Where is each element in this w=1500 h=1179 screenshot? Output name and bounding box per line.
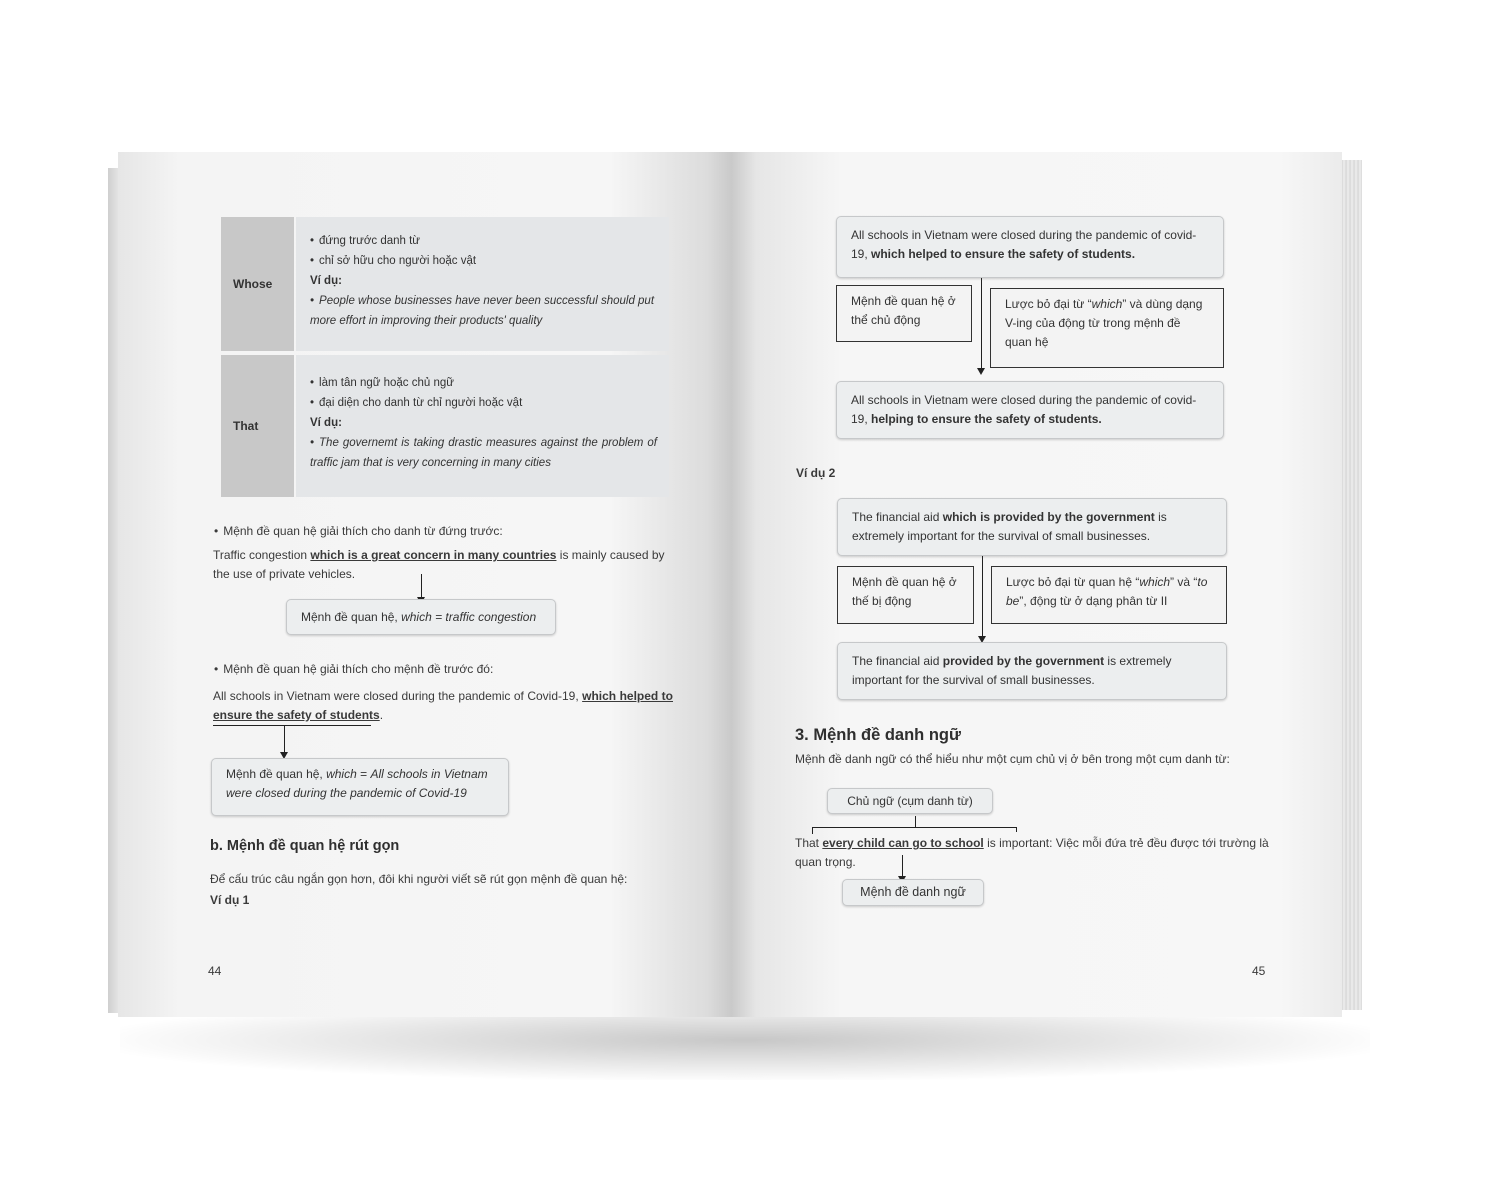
- table-label-that: [221, 355, 294, 497]
- box-text-italic: which: [1139, 575, 1171, 589]
- page-number-right: 45: [1252, 964, 1266, 978]
- sentence-text: .: [379, 708, 384, 722]
- box-text-bold: provided by the government: [942, 654, 1105, 668]
- box-ex1-original: [836, 216, 1224, 278]
- sentence-text: That: [795, 836, 823, 850]
- table-label-whose: [221, 217, 294, 351]
- sentence-underlined: which is a great concern in many countries: [310, 548, 557, 562]
- box-text: ” và dùng dạng V-ing của động từ trong mệnh đề quan hệ: [1005, 297, 1203, 349]
- table-bullet: • đại diện cho danh từ chỉ người hoặc vật: [310, 393, 657, 413]
- bullet-clause-explanation: • Mệnh đề quan hệ giải thích cho mệnh đề trước đó:: [214, 660, 674, 679]
- connector-line: [982, 556, 983, 638]
- right-page: [732, 152, 1342, 1017]
- arrow-down-icon: [977, 368, 985, 375]
- table-example-label: Ví dụ:: [310, 275, 342, 287]
- box-text: The financial aid: [852, 510, 943, 524]
- box-text-bold: which is provided by the government: [942, 510, 1155, 524]
- box-text: Lược bỏ đại từ “: [1005, 297, 1092, 311]
- bracket-line: [812, 827, 1017, 828]
- table-bullet: • làm tân ngữ hoặc chủ ngữ: [310, 373, 657, 393]
- heading-noun-clause: 3. Mệnh đề danh ngữ: [795, 726, 961, 744]
- sentence-text: Traffic congestion: [213, 548, 311, 562]
- box-which-traffic: [286, 599, 556, 635]
- connector-line: [915, 816, 916, 827]
- example-1-label: Ví dụ 1: [210, 893, 250, 907]
- sentence-text: All schools in Vietnam were closed during the pandemic of Covid-19,: [213, 689, 583, 703]
- table-example: • People whose businesses have never been successful should put more effort in improving their products' quality: [310, 291, 657, 331]
- box-text: All schools in Vietnam were closed during the pandemic of covid-19,: [851, 228, 1197, 261]
- connector-line: [421, 574, 422, 598]
- example-2-label: Ví dụ 2: [796, 466, 836, 480]
- paragraph-reduced-clause: Để cấu trúc câu ngắn gọn hơn, đôi khi người viết sẽ rút gọn mệnh đề quan hệ:: [210, 872, 628, 886]
- table-label-text: That: [233, 419, 259, 433]
- box-text: is extremely important for the survival of small businesses.: [852, 654, 1172, 687]
- bullet-noun-explanation: • Mệnh đề quan hệ giải thích cho danh từ đứng trước:: [214, 522, 674, 541]
- connector-line: [902, 855, 903, 877]
- box-text: Lược bỏ đại từ quan hệ “: [1006, 575, 1140, 589]
- box-ex1-reduced: [836, 381, 1224, 439]
- connector-line: [981, 278, 982, 370]
- page-number-left: 44: [208, 964, 222, 978]
- bracket-tick: [1016, 827, 1017, 832]
- box-which-schools: [211, 758, 509, 816]
- table-cell-whose: [296, 217, 669, 351]
- box-text: is extremely important for the survival of small businesses.: [852, 510, 1167, 543]
- box-text-bold: which helped to ensure the safety of students.: [871, 247, 1136, 261]
- sentence-text: is mainly caused by the use of private vehicles.: [213, 548, 665, 581]
- sentence-schools: [213, 687, 673, 725]
- bracket-tick: [812, 827, 813, 834]
- box-text-italic: which: [326, 767, 357, 781]
- paragraph-noun-clause: Mệnh đề danh ngữ có thể hiểu như một cụm chủ vị ở bên trong một cụm danh từ:: [795, 752, 1230, 766]
- box-text-italic: to be: [1006, 575, 1208, 608]
- table-example-label: Ví dụ:: [310, 417, 342, 429]
- box-text: The financial aid: [852, 654, 943, 668]
- table-bullet: • đứng trước danh từ: [310, 231, 657, 251]
- box-text: =: [356, 767, 371, 781]
- box-text-italic: All schools in Vietnam were closed during the pandemic of Covid-19: [226, 767, 488, 800]
- heading-reduced-relative-clause: b. Mệnh đề quan hệ rút gọn: [210, 838, 400, 854]
- table-label-text: Whose: [233, 277, 273, 291]
- connector-line: [284, 726, 285, 754]
- box-text: Mệnh đề quan hệ,: [226, 767, 327, 781]
- box-noun-clause: Mệnh đề danh ngữ: [842, 879, 984, 906]
- box-text: All schools in Vietnam were closed during the pandemic of covid-19,: [851, 393, 1197, 426]
- box-ex2-passive-voice: Mệnh đề quan hệ ở thế bị động: [837, 566, 974, 624]
- box-text: ” và “: [1170, 575, 1198, 589]
- sentence-every-child: [795, 834, 1275, 872]
- box-text-italic: which: [1091, 297, 1123, 311]
- bracket-line: [213, 725, 371, 726]
- table-cell-that: [296, 355, 669, 497]
- box-ex1-active-voice: Mệnh đề quan hệ ở thể chủ động: [836, 285, 972, 342]
- box-ex1-reduction-rule: [990, 288, 1224, 368]
- box-text-bold: helping to ensure the safety of students.: [871, 412, 1102, 426]
- table-example: • The governemt is taking drastic measures against the problem of traffic jam that is very concerning in many cities: [310, 433, 657, 473]
- box-text-italic: which = traffic congestion: [401, 610, 537, 624]
- sentence-text: is important: Việc mỗi đứa trẻ đều được tới trường là quan trọng.: [795, 836, 1269, 869]
- left-page: [118, 152, 732, 1017]
- box-ex2-reduced: [837, 642, 1227, 700]
- table-bullet: • chỉ sở hữu cho người hoặc vật: [310, 251, 657, 271]
- box-ex2-original: [837, 498, 1227, 556]
- box-text: Mệnh đề quan hệ,: [301, 610, 402, 624]
- sentence-underlined: which helped to ensure the safety of students: [213, 689, 673, 722]
- box-text: ”, động từ ở dạng phân từ II: [1019, 594, 1168, 608]
- box-ex2-reduction-rule: [991, 566, 1227, 624]
- box-subject: Chủ ngữ (cụm danh từ): [827, 788, 993, 814]
- sentence-traffic: [213, 546, 678, 584]
- sentence-underlined: every child can go to school: [822, 836, 984, 850]
